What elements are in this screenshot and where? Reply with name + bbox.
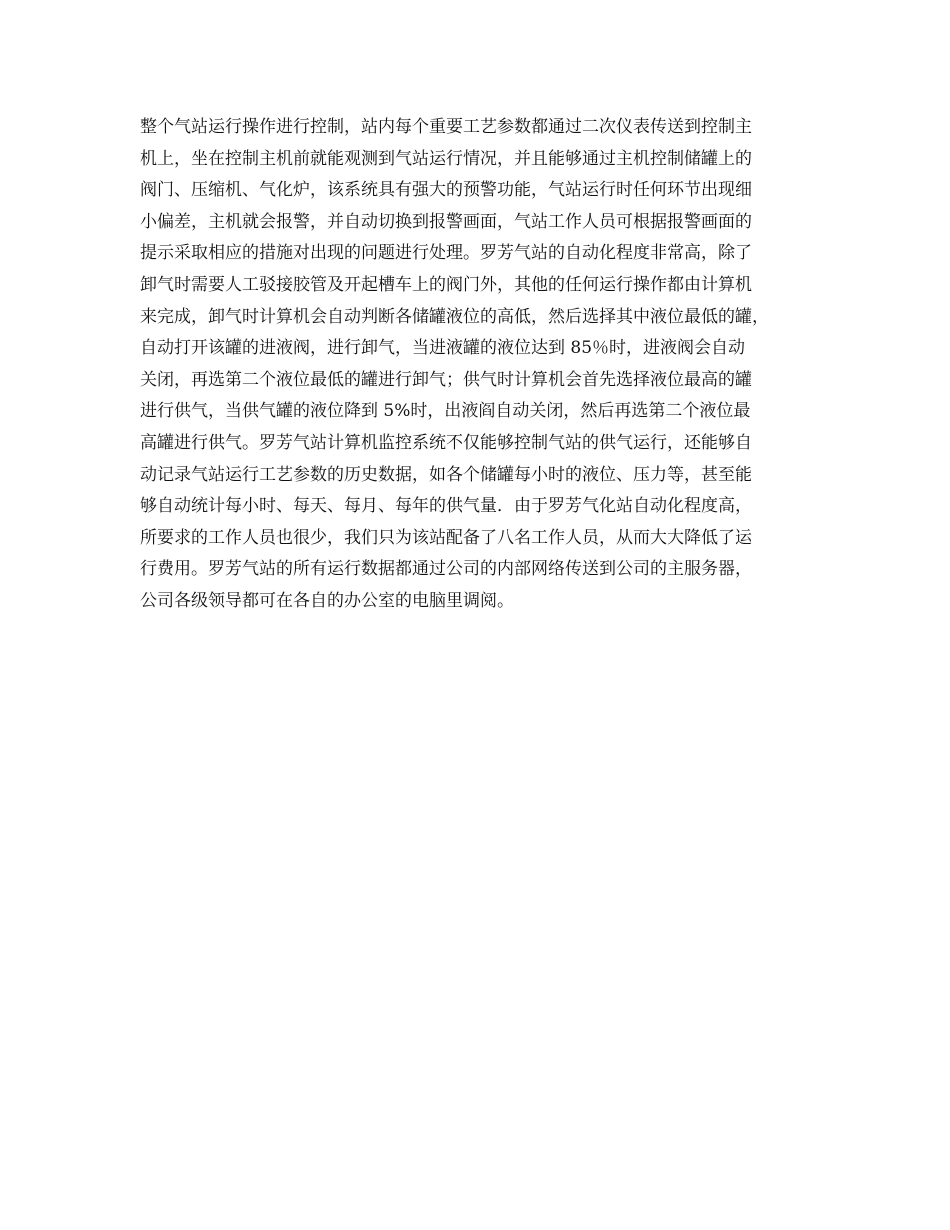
paragraph-line-14: 所要求的工作人员也很少，我们只为该站配备了八名工作人员，从而大大降低了运	[140, 527, 752, 548]
paragraph-line-9: 关闭，再选第二个液位最低的罐进行卸气；供气时计算机会首先选择液位最高的罐	[140, 369, 752, 390]
paragraph-line-16: 公司各级领导都可在各自的办公室的电脑里调阅。	[140, 590, 514, 611]
paragraph-line-10: 进行供气，当供气罐的液位降到 5%时，出液阎自动关闭，然后再选第二个液位最	[140, 401, 751, 422]
paragraph-line-15: 行费用。罗芳气站的所有运行数据都通过公司的内部网络传送到公司的主服务器，	[140, 559, 752, 580]
paragraph-line-12: 动记录气站运行工艺参数的历史数据，如各个储罐每小时的液位、压力等，甚至能	[140, 464, 752, 485]
paragraph-line-4: 小偏差，主机就会报警，并自动切换到报警画面，气站工作人员可根据报警画面的	[140, 211, 752, 232]
paragraph-line-13: 够自动统计每小时、每天、每月、每年的供气量．由于罗芳气化站自动化程度高，	[140, 496, 752, 517]
paragraph-line-5: 提示采取相应的措施对出现的问题进行处理。罗芳气站的自动化程度非常高，除了	[140, 243, 752, 264]
paragraph-line-1: 整个气站运行操作进行控制，站内每个重要工艺参数都通过二次仪表传送到控制主	[140, 117, 752, 137]
paragraph-line-8: 自动打开该罐的进液阀，进行卸气，当进液罐的液位达到 85％时，进液阀会自动	[140, 338, 746, 359]
paragraph-line-11: 高罐进行供气。罗芳气站计算机监控系统不仅能够控制气站的供气运行，还能够自	[140, 432, 752, 453]
paragraph-line-2: 机上，坐在控制主机前就能观测到气站运行情况，并且能够通过主机控制储罐上的	[140, 148, 752, 169]
paragraph-line-7: 来完成，卸气时计算机会自动判断各储罐液位的高低，然后选择其中液位最低的罐，	[140, 306, 769, 327]
paragraph-line-3: 阀门、压缩机、气化炉，该系统具有强大的预警功能，气站运行时任何环节出现细	[140, 180, 752, 201]
paragraph-line-6: 卸气时需要人工驳接胶管及开起槽车上的阀门外，其他的任何运行操作都由计算机	[140, 274, 752, 295]
body-paragraph	[140, 112, 840, 618]
